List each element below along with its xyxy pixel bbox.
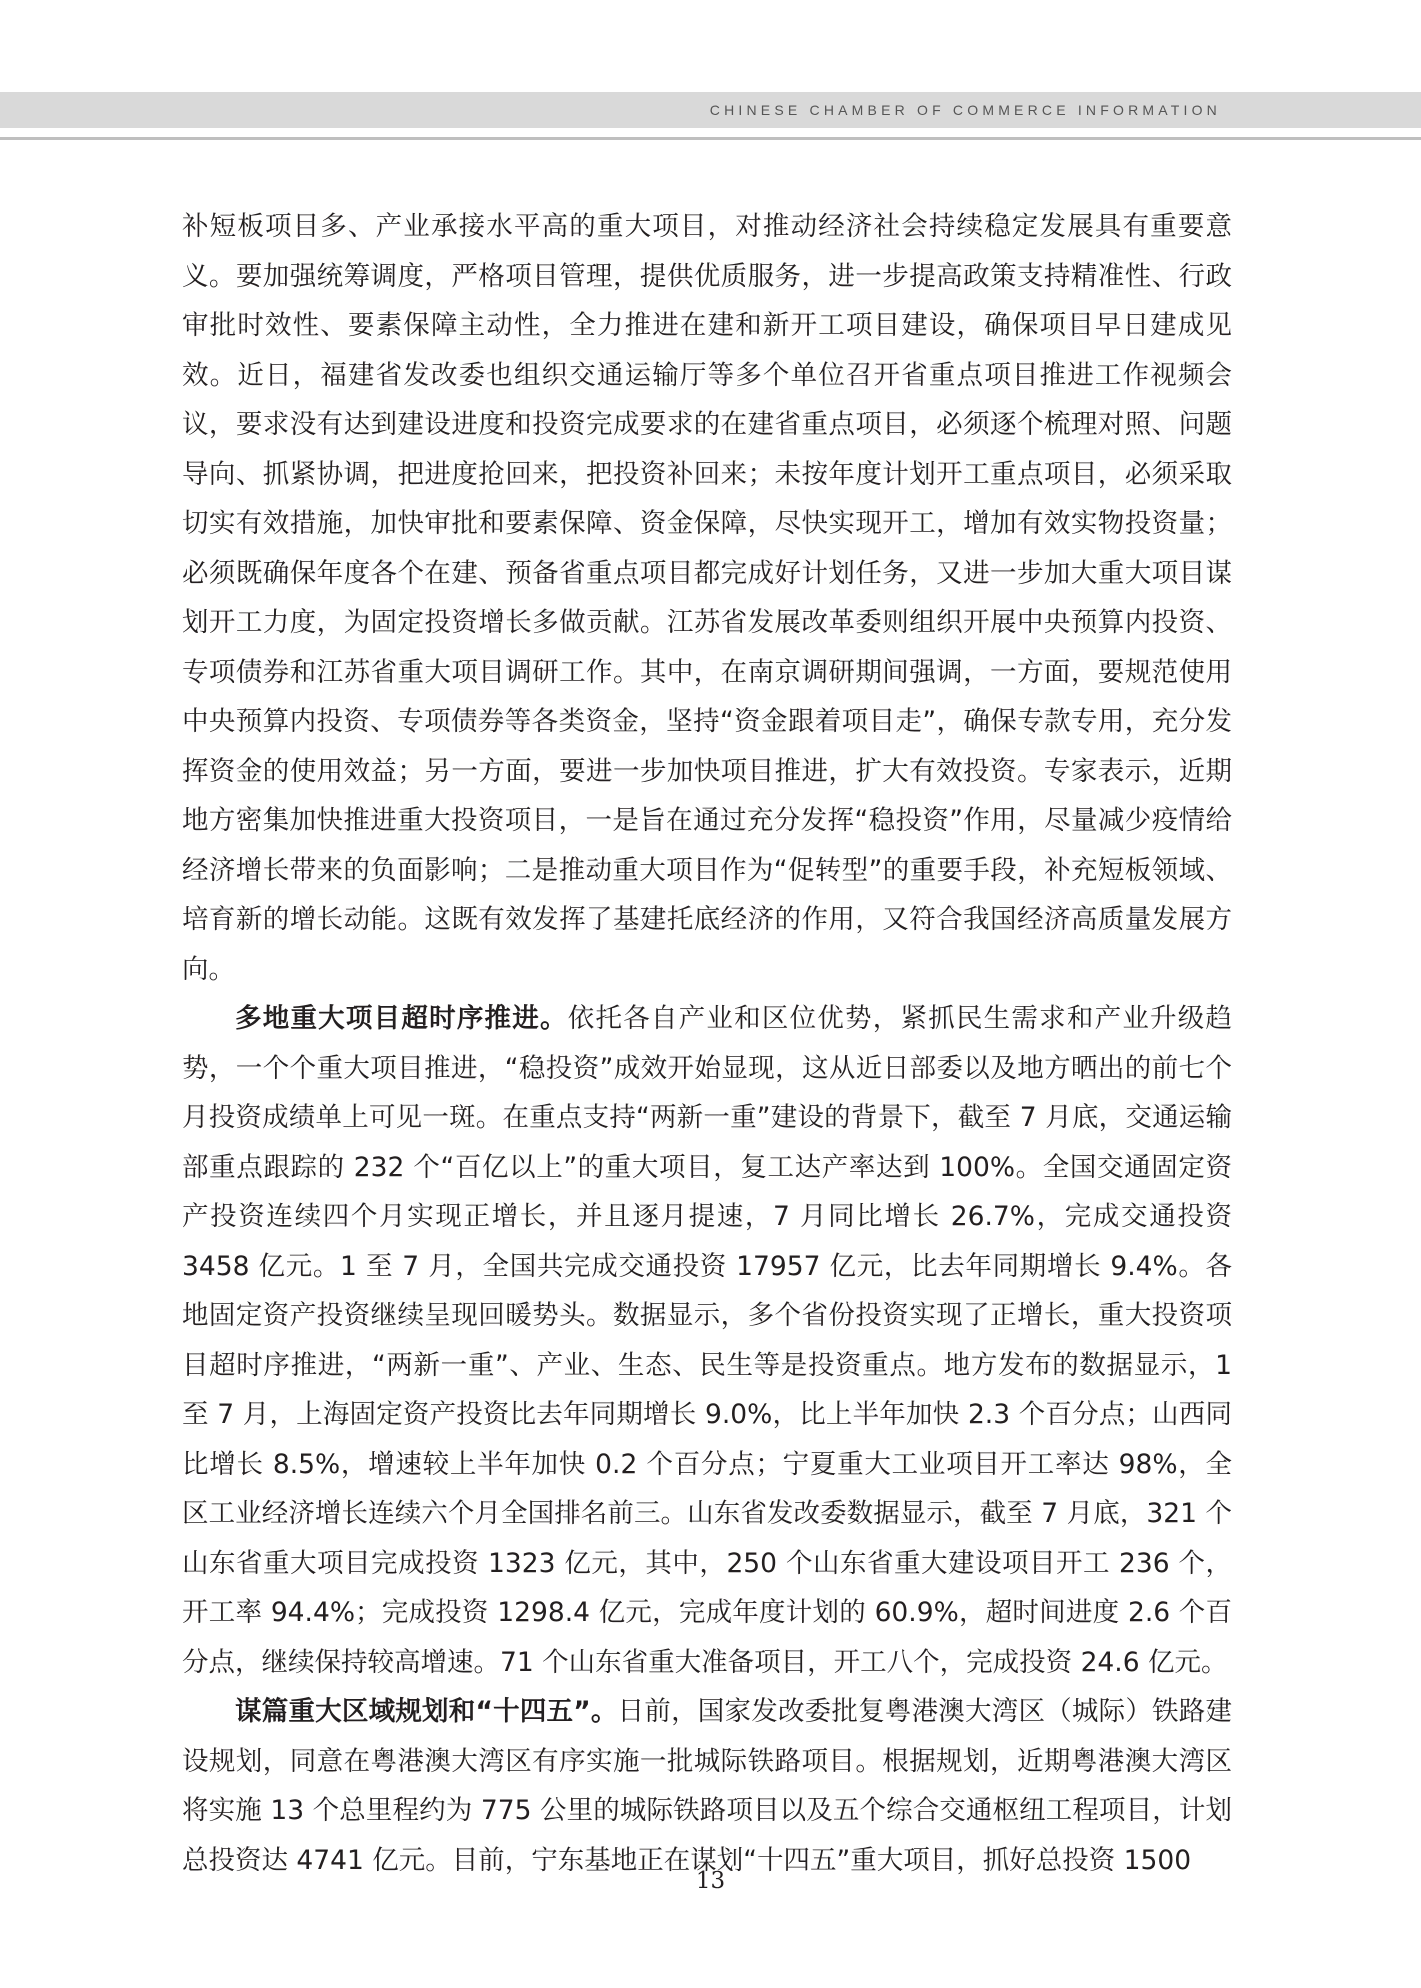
paragraph-regional-planning [182, 1687, 1232, 1885]
paragraph-continued: 补短板项目多、产业承接水平高的重大项目，对推动经济社会持续稳定发展具有重要意义。要加强统筹调度，严格项目管理，提供优质服务，进一步提高政策支持精准性、行政审批时效性、要素保障主动性，全力推进在建和新开工项目建设，确保项目早日建成见效。近日，福建省发改委也组织交通运输厅等多个单位召开省重点项目推进工作视频会议，要求没有达到建设进度和投资完成要求的在建省重点项目，必须逐个梳理对照、问题导向、抓紧协调，把进度抢回来，把投资补回来；未按年度计划开工重点项目，必须采取切实有效措施，加快审批和要素保障、资金保障，尽快实现开工，增加有效实物投资量；必须既确保年度各个在建、预备省重点项目都完成好计划任务，又进一步加大重大项目谋划开工力度，为固定投资增长多做贡献。江苏省发展改革委则组织开展中央预算内投资、专项债券和江苏省重大项目调研工作。其中，在南京调研期间强调，一方面，要规范使用中央预算内投资、专项债券等各类资金，坚持“资金跟着项目走”，确保专款专用，充分发挥资金的使用效益；另一方面，要进一步加快项目推进，扩大有效投资。专家表示，近期地方密集加快推进重大投资项目，一是旨在通过充分发挥“稳投资”作用，尽量减少疫情给经济增长带来的负面影响；二是推动重大项目作为“促转型”的重要手段，补充短板领域、培育新的增长动能。这既有效发挥了基建托底经济的作用，又符合我国经济高质量发展方向。 [182, 211, 1232, 985]
page-number: 13 [695, 1868, 726, 1894]
paragraph-lead-heading: 多地重大项目超时序推进。 [235, 1003, 568, 1034]
paragraph-lead-heading: 谋篇重大区域规划和“十四五”。 [235, 1696, 618, 1727]
running-header: CHINESE CHAMBER OF COMMERCE INFORMATION [709, 102, 1221, 118]
article-body [182, 202, 1232, 1885]
paragraph-text: 依托各自产业和区位优势，紧抓民生需求和产业升级趋势，一个个重大项目推进，“稳投资”成效开始显现，这从近日部委以及地方晒出的前七个月投资成绩单上可见一斑。在重点支持“两新一重”建设的背景下，截至 7 月底，交通运输部重点跟踪的 232 个“百亿以上”的重大项目，复工达产率达到 100%。全国交通固定资产投资连续四个月实现正增长，并且逐月提速，7 月同比增长 26.7%，完成交通投资 3458 亿元。1 至 7 月，全国共完成交通投资 17957 亿元，比去年同期增长 9.4%。各地固定资产投资继续呈现回暖势头。数据显示，多个省份投资实现了正增长，重大投资项目超时序推进，“两新一重”、产业、生态、民生等是投资重点。地方发布的数据显示，1 至 7 月，上海固定资产投资比去年同期增长 9.0%，比上半年加快 2.3 个百分点；山西同比增长 8.5%，增速较上半年加快 0.2 个百分点；宁夏重大工业项目开工率达 98%，全区工业经济增长连续六个月全国排名前三。山东省发改委数据显示，截至 7 月底，321 个山东省重大项目完成投资 1323 亿元，其中，250 个山东省重大建设项目开工 236 个，开工率 94.4%；完成投资 1298.4 亿元，完成年度计划的 60.9%，超时间进度 2.6 个百分点，继续保持较高增速。71 个山东省重大准备项目，开工八个，完成投资 24.6 亿元。 [182, 1003, 1233, 1678]
header-divider [0, 137, 1421, 140]
paragraph-projects-ahead-of-schedule [182, 994, 1232, 1687]
paragraph-text: 日前，国家发改委批复粤港澳大湾区（城际）铁路建设规划，同意在粤港澳大湾区有序实施一批城际铁路项目。根据规划，近期粤港澳大湾区将实施 13 个总里程约为 775 公里的城际铁路项目以及五个综合交通枢纽工程项目，计划总投资达 4741 亿元。目前，宁东基地正在谋划“十四五”重大项目，抓好总投资 1500 [182, 1696, 1232, 1876]
